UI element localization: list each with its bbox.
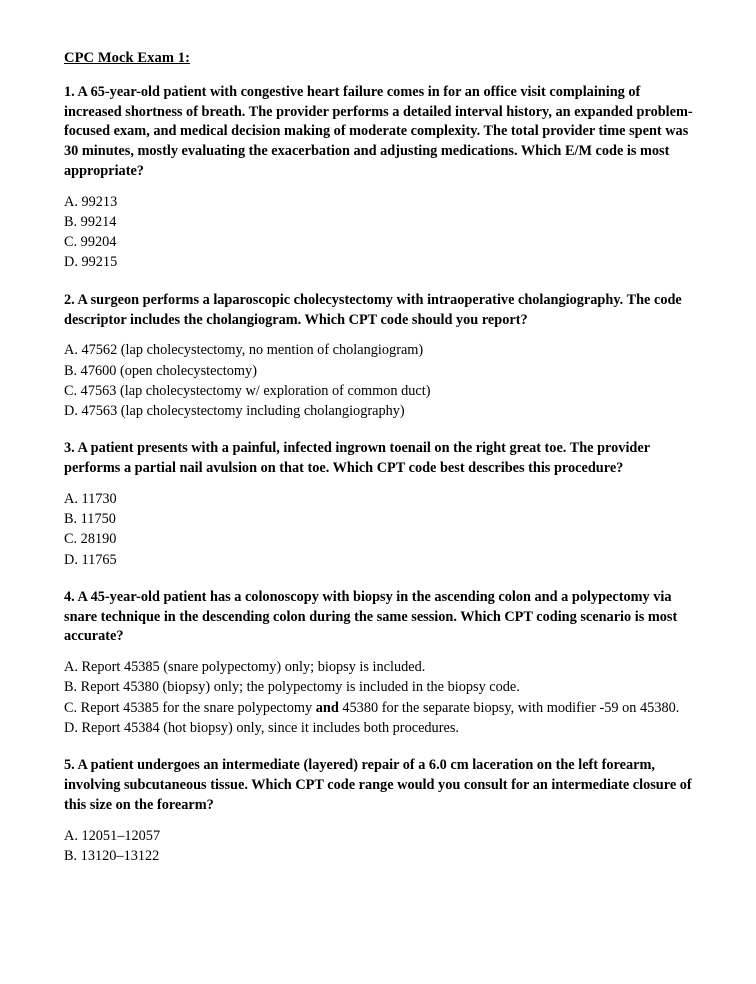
question-4 <box>64 588 694 738</box>
question-2-option-a: A. 47562 (lap cholecystectomy, no mention of cholangiogram) <box>64 342 424 359</box>
question-1-option-c: C. 99204 <box>64 234 117 251</box>
question-3-option-d: D. 11765 <box>64 551 117 568</box>
question-3-stem: 3. A patient presents with a painful, infected ingrown toenail on the right great toe. The provider performs a partial nail avulsion on that toe. Which CPT code best describes this procedure? <box>64 440 650 477</box>
question-5-options <box>64 826 694 867</box>
question-4-stem: 4. A 45-year-old patient has a colonoscopy with biopsy in the ascending colon and a polypectomy via snare technique in the descending colon during the same session. Which CPT coding scenario is most accurate? <box>64 589 678 645</box>
question-1-option-d: D. 99215 <box>64 254 118 271</box>
question-4-option-d: D. Report 45384 (hot biopsy) only, since it includes both procedures. <box>64 720 459 737</box>
question-3-options <box>64 489 694 570</box>
question-1-stem: 1. A 65-year-old patient with congestive heart failure comes in for an office visit complaining of increased shortness of breath. The provider performs a detailed interval history, an expanded problem-focused exam, and medical decision making of moderate complexity. The total provider time spent was 30 minutes, mostly evaluating the exacerbation and adjusting medications. Which E/M code is most appropriate? <box>64 84 693 179</box>
question-2-stem: 2. A surgeon performs a laparoscopic cholecystectomy with intraoperative cholangiography. The code descriptor includes the cholangiogram. Which CPT code should you report? <box>64 291 682 328</box>
question-5-option-b: B. 13120–13122 <box>64 847 160 864</box>
question-1-options <box>64 192 694 273</box>
question-2-options <box>64 340 694 421</box>
question-4-option-c: C. Report 45385 for the snare polypectomy and 45380 for the separate biopsy, with modifier -59 on 45380. <box>64 699 680 716</box>
question-2-option-b: B. 47600 (open cholecystectomy) <box>64 362 257 379</box>
question-3 <box>64 439 694 570</box>
question-1 <box>64 83 694 273</box>
question-2-option-c: C. 47563 (lap cholecystectomy w/ exploration of common duct) <box>64 382 431 399</box>
page-title: CPC Mock Exam 1: <box>64 50 191 66</box>
question-3-option-b: B. 11750 <box>64 511 116 528</box>
question-1-option-b: B. 99214 <box>64 213 117 230</box>
question-5-option-a: A. 12051–12057 <box>64 827 161 844</box>
question-2-option-d: D. 47563 (lap cholecystectomy including cholangiography) <box>64 403 405 420</box>
question-1-option-a: A. 99213 <box>64 193 118 210</box>
question-3-option-c: C. 28190 <box>64 531 117 548</box>
question-4-option-a: A. Report 45385 (snare polypectomy) only; biopsy is included. <box>64 659 426 676</box>
question-4-options <box>64 657 694 738</box>
question-2 <box>64 291 694 422</box>
question-5-stem: 5. A patient undergoes an intermediate (layered) repair of a 6.0 cm laceration on the left forearm, involving subcutaneous tissue. Which CPT code range would you consult for an intermediate closure of this size on the forearm? <box>64 757 692 813</box>
question-3-option-a: A. 11730 <box>64 490 117 507</box>
question-4-option-b: B. Report 45380 (biopsy) only; the polypectomy is included in the biopsy code. <box>64 679 520 696</box>
question-5 <box>64 756 694 866</box>
